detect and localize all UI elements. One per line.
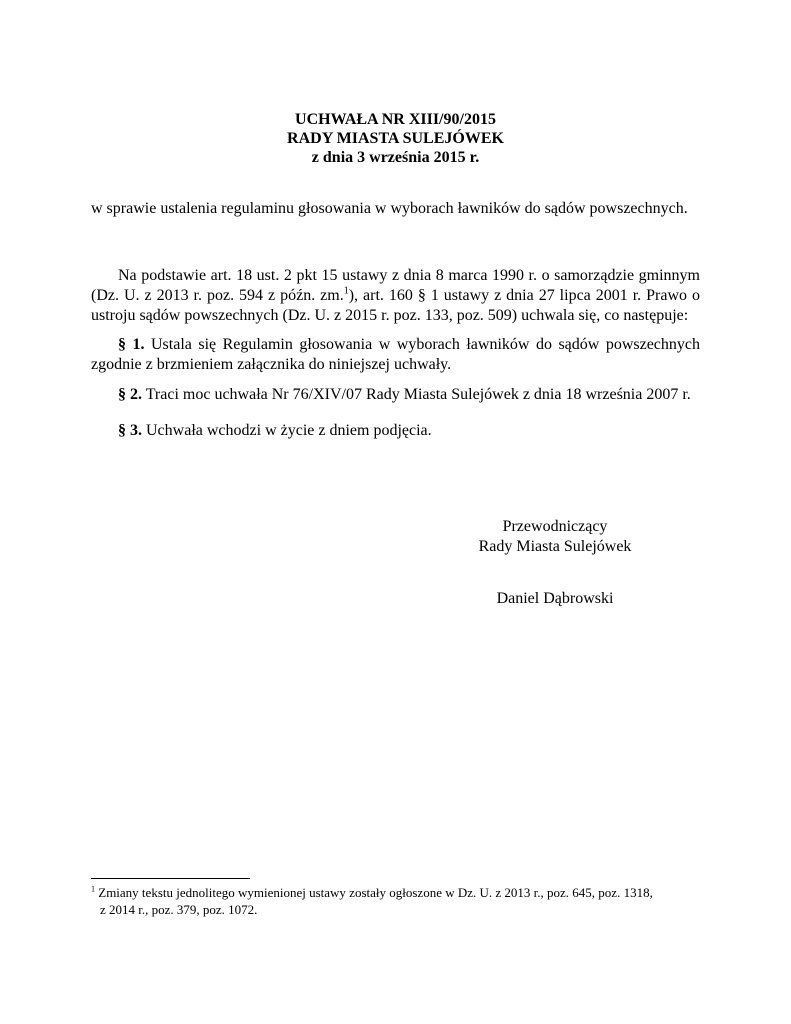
paragraph-2-number: § 2. [118, 386, 142, 403]
footnote-text-1: Zmiany tekstu jednolitego wymienionej ustawy zostały ogłoszone w Dz. U. z 2013 r., poz. 645, poz. 1318, [95, 885, 653, 900]
paragraph-3-text: Uchwała wchodzi w życie z dniem podjęcia. [142, 422, 432, 439]
resolution-date: z dnia 3 września 2015 r. [311, 149, 480, 166]
paragraph-3 [91, 421, 700, 441]
paragraph-1 [91, 335, 700, 375]
footnote [91, 884, 691, 918]
resolution-subject: w sprawie ustalenia regulaminu głosowania w wyborach ławników do sądów powszechnych. [91, 200, 688, 217]
signatory-name: Daniel Dąbrowski [496, 590, 614, 607]
signature-block [455, 517, 655, 609]
signatory-council: Rady Miasta Sulejówek [478, 538, 632, 555]
legal-basis-text-1: Na podstawie art. 18 ust. 2 pkt 15 ustawy z dnia 8 marca 1990 r. o samorządzie gminnym (Dz. U. z 2013 r. poz. 594 z późn. zm. [91, 267, 700, 304]
paragraph-2 [91, 385, 700, 405]
paragraph-1-number: § 1. [118, 336, 145, 353]
paragraph-3-number: § 3. [118, 422, 142, 439]
signatory-title: Przewodniczący [502, 518, 608, 535]
footnote-marker: 1 [91, 884, 95, 894]
resolution-header [0, 110, 791, 167]
footnote-reference: 1 [343, 285, 349, 297]
council-name: RADY MIASTA SULEJÓWEK [287, 130, 504, 147]
footnote-divider [91, 878, 250, 879]
resolution-number: UCHWAŁA NR XIII/90/2015 [295, 111, 496, 128]
footnote-text-2: z 2014 r., poz. 379, poz. 1072. [100, 902, 258, 917]
paragraph-2-text: Traci moc uchwała Nr 76/XIV/07 Rady Miasta Sulejówek z dnia 18 września 2007 r. [142, 386, 691, 403]
paragraph-1-text: Ustala się Regulamin głosowania w wyborach ławników do sądów powszechnych zgodnie z brzmieniem załącznika do niniejszej uchwały. [91, 336, 701, 373]
legal-basis-paragraph [91, 266, 700, 326]
footnote-line-1 [91, 884, 691, 901]
legal-basis-text-2: ), art. 160 § 1 ustawy z dnia 27 lipca 2001 r. Prawo o ustroju sądów powszechnych (Dz. U. z 2015 r. poz. 133, poz. 509) uchwala się, co następuje: [91, 287, 700, 324]
